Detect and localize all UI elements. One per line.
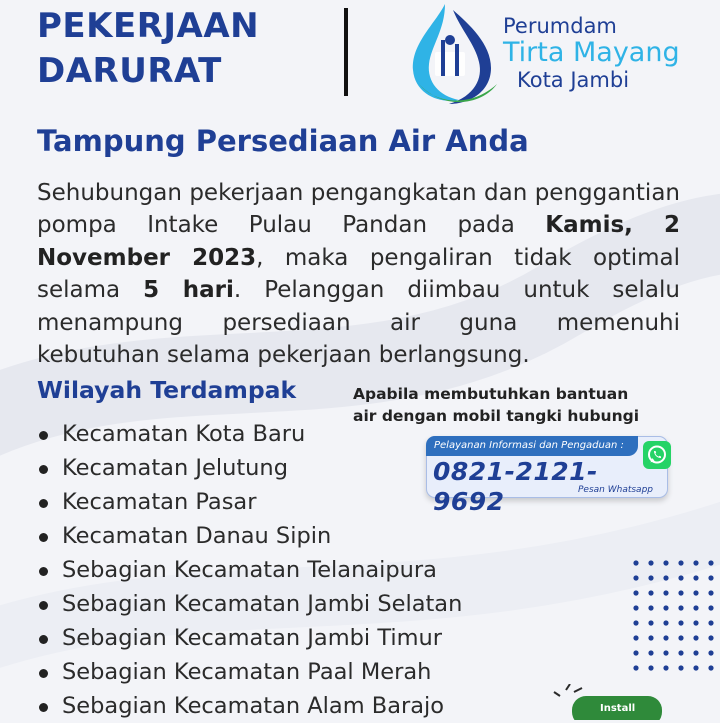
bullet-icon xyxy=(39,635,48,644)
list-item-label: Sebagian Kecamatan Alam Barajo xyxy=(62,693,445,719)
grid-dot xyxy=(648,575,653,580)
announcement-text xyxy=(37,177,680,371)
grid-dot xyxy=(678,575,683,580)
contact-note: Pesan Whatsapp xyxy=(577,485,653,495)
logo-line-tirta-mayang: Tirta Mayang xyxy=(503,37,680,68)
grid-dot xyxy=(663,635,668,640)
grid-dot xyxy=(678,620,683,625)
grid-dot xyxy=(708,605,713,610)
bullet-icon xyxy=(39,601,48,610)
tanker-help-text xyxy=(353,383,673,427)
grid-dot xyxy=(708,665,713,670)
announcement-date: Kamis, 2 November 2023 xyxy=(37,212,681,271)
decorative-dot-grid xyxy=(630,557,720,677)
list-item xyxy=(37,485,462,519)
list-item-label: Sebagian Kecamatan Paal Merah xyxy=(62,659,432,685)
list-item-label: Sebagian Kecamatan Telanaipura xyxy=(62,557,437,583)
list-item xyxy=(37,621,462,655)
contact-phone-number[interactable]: 0821-2121-9692 xyxy=(433,457,598,516)
grid-dot xyxy=(633,575,638,580)
bullet-icon xyxy=(39,567,48,576)
help-line-2: air dengan mobil tangki hubungi xyxy=(353,407,640,425)
grid-dot xyxy=(633,620,638,625)
grid-dot xyxy=(678,560,683,565)
company-logo xyxy=(405,0,705,110)
list-item-label: Kecamatan Kota Baru xyxy=(62,421,306,447)
install-label: Install xyxy=(600,703,636,714)
subtitle: Tampung Persediaan Air Anda xyxy=(37,124,529,158)
grid-dot xyxy=(708,590,713,595)
grid-dot xyxy=(633,665,638,670)
grid-dot xyxy=(693,590,698,595)
install-badge[interactable] xyxy=(552,684,672,720)
list-item xyxy=(37,519,462,553)
grid-dot xyxy=(693,650,698,655)
grid-dot xyxy=(633,650,638,655)
bullet-icon xyxy=(39,533,48,542)
bullet-icon xyxy=(39,431,48,440)
grid-dot xyxy=(648,635,653,640)
grid-dot xyxy=(678,650,683,655)
grid-dot xyxy=(693,575,698,580)
grid-dot xyxy=(648,560,653,565)
grid-dot xyxy=(648,650,653,655)
grid-dot xyxy=(633,635,638,640)
grid-dot xyxy=(693,560,698,565)
list-item-label: Sebagian Kecamatan Jambi Timur xyxy=(62,625,443,651)
contact-card[interactable] xyxy=(426,436,668,516)
list-item-label: Kecamatan Danau Sipin xyxy=(62,523,332,549)
title-line-1: PEKERJAAN xyxy=(37,6,260,46)
list-item xyxy=(37,655,462,689)
list-item-label: Sebagian Kecamatan Jambi Selatan xyxy=(62,591,463,617)
grid-dot xyxy=(663,605,668,610)
announcement-part-2: , maka pengaliran tidak optimal selama xyxy=(37,244,680,304)
page-title xyxy=(37,4,259,94)
affected-areas-list xyxy=(37,417,462,723)
contact-label: Pelayanan Informasi dan Pengaduan : xyxy=(426,436,638,456)
grid-dot xyxy=(678,605,683,610)
grid-dot xyxy=(648,665,653,670)
grid-dot xyxy=(663,575,668,580)
list-item xyxy=(37,689,462,723)
grid-dot xyxy=(708,635,713,640)
grid-dot xyxy=(693,665,698,670)
grid-dot xyxy=(648,620,653,625)
grid-dot xyxy=(663,590,668,595)
logo-line-perumdam: Perumdam xyxy=(503,14,617,38)
bullet-icon xyxy=(39,703,48,712)
grid-dot xyxy=(678,590,683,595)
grid-dot xyxy=(663,650,668,655)
grid-dot xyxy=(693,620,698,625)
bullet-icon xyxy=(39,669,48,678)
announcement-part-3: . Pelanggan diimbau untuk selalu menampung persediaan air guna memenuhi kebutuhan selama pekerjaan berlangsung. xyxy=(37,277,680,369)
grid-dot xyxy=(708,650,713,655)
header-divider xyxy=(344,8,348,96)
grid-dot xyxy=(633,590,638,595)
bullet-icon xyxy=(39,499,48,508)
grid-dot xyxy=(693,635,698,640)
water-drop-logo-icon xyxy=(405,0,505,110)
grid-dot xyxy=(663,560,668,565)
grid-dot xyxy=(633,560,638,565)
grid-dot xyxy=(693,605,698,610)
logo-line-kota-jambi: Kota Jambi xyxy=(517,68,630,92)
help-line-1: Apabila membutuhkan bantuan xyxy=(353,385,629,403)
list-item xyxy=(37,587,462,621)
bullet-icon xyxy=(39,465,48,474)
announcement-duration: 5 hari xyxy=(143,277,234,304)
grid-dot xyxy=(648,590,653,595)
grid-dot xyxy=(708,560,713,565)
list-item xyxy=(37,553,462,587)
grid-dot xyxy=(678,635,683,640)
affected-areas-title: Wilayah Terdampak xyxy=(37,376,297,404)
grid-dot xyxy=(648,605,653,610)
title-line-2: DARURAT xyxy=(37,51,222,91)
announcement-part-1: Sehubungan pekerjaan pengangkatan dan penggantian pompa Intake Pulau Pandan pada xyxy=(37,180,680,239)
whatsapp-icon[interactable] xyxy=(643,441,671,469)
grid-dot xyxy=(633,605,638,610)
grid-dot xyxy=(708,575,713,580)
list-item xyxy=(37,451,462,485)
list-item-label: Kecamatan Jelutung xyxy=(62,455,288,481)
grid-dot xyxy=(678,665,683,670)
grid-dot xyxy=(663,620,668,625)
list-item-label: Kecamatan Pasar xyxy=(62,489,257,515)
logo-text xyxy=(503,14,680,92)
grid-dot xyxy=(663,665,668,670)
grid-dot xyxy=(708,620,713,625)
